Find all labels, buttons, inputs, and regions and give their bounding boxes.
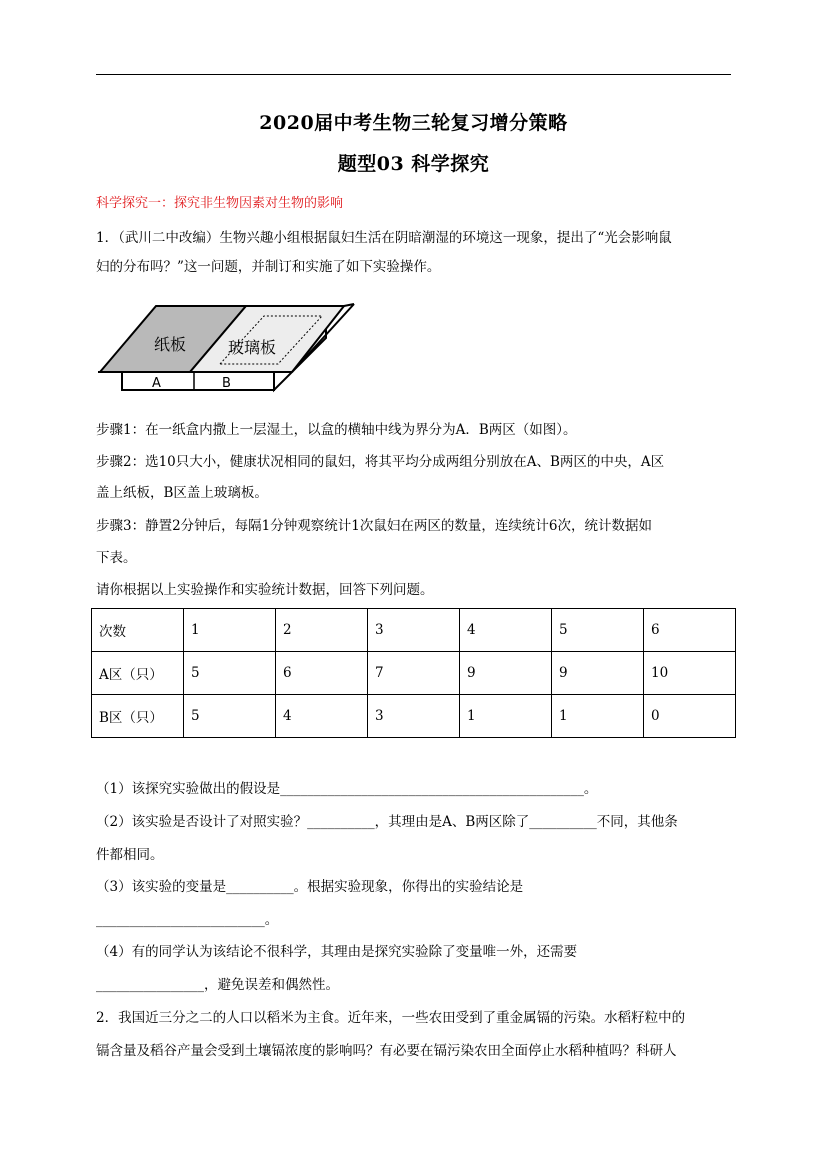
table-row bbox=[92, 652, 736, 695]
section-heading: 科学探究一：探究非生物因素对生物的影响 bbox=[96, 196, 344, 211]
label-zone-a: A bbox=[152, 376, 161, 391]
q1-sub2-line1: （2）该实验是否设计了对照实验？__________，其理由是A、B两区除了__________不同，其他条 bbox=[96, 814, 678, 830]
table-cell: B区（只） bbox=[92, 695, 184, 738]
q1-sub4-line2: ________________，避免误差和偶然性。 bbox=[96, 977, 339, 993]
table-cell: 次数 bbox=[92, 609, 184, 652]
q1-sub3-line2: _________________________。 bbox=[96, 912, 279, 928]
q1-sub4-line1: （4）有的同学认为该结论不很科学，其理由是探究实验除了变量唯一外，还需要 bbox=[96, 944, 578, 960]
table-cell: 6 bbox=[644, 609, 736, 652]
q1-sub2-line2: 件都相同。 bbox=[96, 847, 164, 863]
table-cell: 6 bbox=[276, 652, 368, 695]
table-row bbox=[92, 695, 736, 738]
table-cell: 7 bbox=[368, 652, 460, 695]
document-title: 2020届中考生物三轮复习增分策略 bbox=[259, 112, 568, 134]
label-glass-board: 玻璃板 bbox=[228, 338, 277, 357]
table-cell: 4 bbox=[460, 609, 552, 652]
table-cell: A区（只） bbox=[92, 652, 184, 695]
q1-intro-line1: 1．（武川二中改编）生物兴趣小组根据鼠妇生活在阴暗潮湿的环境这一现象，提出了“光会影响鼠 bbox=[96, 230, 672, 246]
q1-step3-line1: 步骤3：静置2分钟后，每隔1分钟观察统计1次鼠妇在两区的数量，连续统计6次，统计数据如 bbox=[96, 518, 652, 534]
q1-instruction: 请你根据以上实验操作和实验统计数据，回答下列问题。 bbox=[96, 582, 434, 598]
q1-step1: 步骤1：在一纸盒内撒上一层湿土，以盒的横轴中线为界分为A．B两区（如图）。 bbox=[96, 422, 577, 438]
table-cell: 3 bbox=[368, 609, 460, 652]
table-row bbox=[92, 609, 736, 652]
table-cell: 0 bbox=[644, 695, 736, 738]
table-cell: 1 bbox=[184, 609, 276, 652]
table-cell: 5 bbox=[552, 609, 644, 652]
header-rule bbox=[96, 74, 731, 75]
q1-sub1: （1）该探究实验做出的假设是_____________________________________________。 bbox=[96, 781, 598, 797]
document-subtitle: 题型03 科学探究 bbox=[337, 153, 490, 175]
q2-line1: 2．我国近三分之二的人口以稻米为主食。近年来，一些农田受到了重金属镉的污染。水稻籽粒中的 bbox=[96, 1010, 686, 1026]
q1-step3-line2: 下表。 bbox=[96, 550, 137, 566]
q2-line2: 镉含量及稻谷产量会受到土壤镉浓度的影响吗？有必要在镉污染农田全面停止水稻种植吗？科研人 bbox=[96, 1043, 677, 1059]
label-paper-board: 纸板 bbox=[154, 335, 187, 354]
q1-step2-line1: 步骤2：选10只大小，健康状况相同的鼠妇，将其平均分成两组分别放在A、B两区的中央，A区 bbox=[96, 454, 665, 470]
table-cell: 10 bbox=[644, 652, 736, 695]
table-cell: 9 bbox=[460, 652, 552, 695]
data-table bbox=[91, 608, 736, 738]
table-cell: 4 bbox=[276, 695, 368, 738]
q1-step2-line2: 盖上纸板，B区盖上玻璃板。 bbox=[96, 485, 268, 501]
box-front bbox=[122, 372, 274, 390]
table-cell: 5 bbox=[184, 695, 276, 738]
table-cell: 1 bbox=[552, 695, 644, 738]
table-cell: 9 bbox=[552, 652, 644, 695]
label-zone-b: B bbox=[222, 376, 231, 391]
table-cell: 3 bbox=[368, 695, 460, 738]
table-cell: 5 bbox=[184, 652, 276, 695]
q1-intro-line2: 妇的分布吗？”这一问题，并制订和实施了如下实验操作。 bbox=[96, 259, 441, 275]
table-cell: 1 bbox=[460, 695, 552, 738]
experiment-box-figure bbox=[96, 298, 358, 398]
table-cell: 2 bbox=[276, 609, 368, 652]
q1-sub3-line1: （3）该实验的变量是__________。根据实验现象，你得出的实验结论是 bbox=[96, 879, 524, 895]
